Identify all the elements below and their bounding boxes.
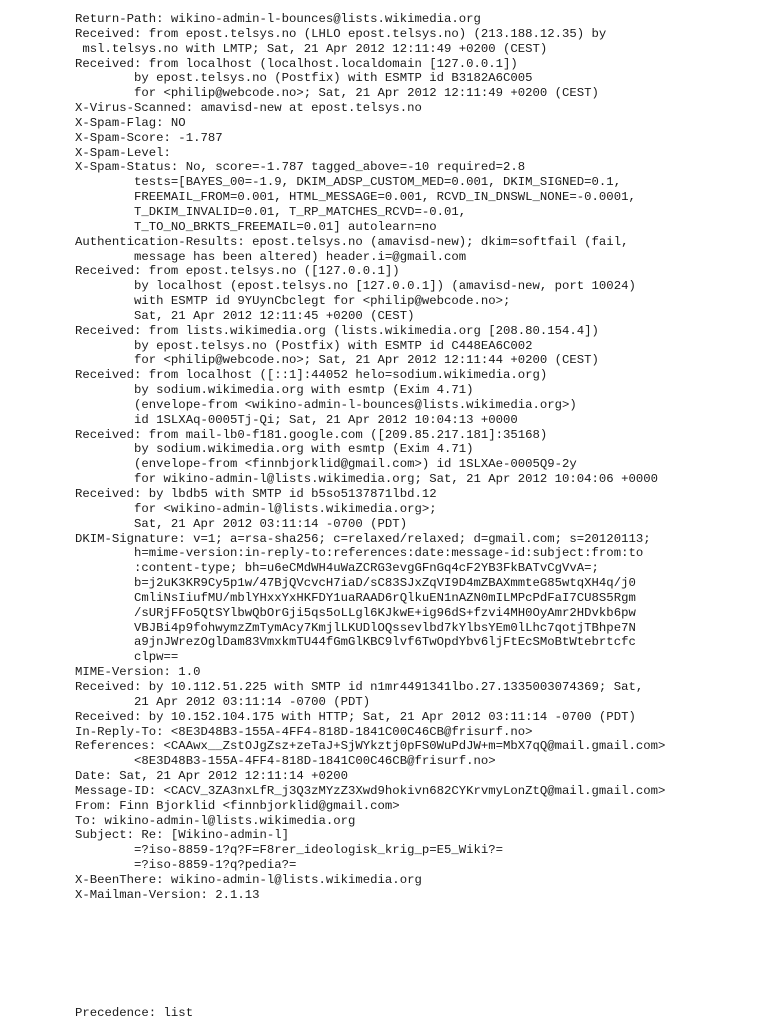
- header-line: <8E3D48B3-155A-4FF4-818D-1841C00C46CB@frisurf.no>: [75, 754, 496, 769]
- header-line: for <wikino-admin-l@lists.wikimedia.org>;: [75, 501, 437, 516]
- header-line: X-Mailman-Version: 2.1.13: [75, 887, 260, 902]
- header-line: for <philip@webcode.no>; Sat, 21 Apr 2012 12:11:49 +0200 (CEST): [75, 86, 599, 101]
- header-line: by sodium.wikimedia.org with esmtp (Exim 4.71): [75, 442, 474, 457]
- header-line: In-Reply-To: <8E3D48B3-155A-4FF4-818D-1841C00C46CB@frisurf.no>: [75, 724, 533, 739]
- header-line: 21 Apr 2012 03:11:14 -0700 (PDT): [75, 694, 371, 709]
- header-line-precedence: Precedence: list: [75, 1006, 194, 1020]
- header-line: tests=[BAYES_00=-1.9, DKIM_ADSP_CUSTOM_MED=0.001, DKIM_SIGNED=0.1,: [75, 175, 622, 190]
- header-line: Received: from mail-lb0-f181.google.com ([209.85.217.181]:35168): [75, 427, 548, 442]
- header-line: id 1SLXAq-0005Tj-Qi; Sat, 21 Apr 2012 10:04:13 +0000: [75, 412, 518, 427]
- header-line: Received: from epost.telsys.no ([127.0.0.1]): [75, 264, 400, 279]
- header-line: X-Spam-Score: -1.787: [75, 130, 223, 145]
- header-line: message has been altered) header.i=@gmail.com: [75, 249, 467, 264]
- header-line: (envelope-from <finnbjorklid@gmail.com>) id 1SLXAe-0005Q9-2y: [75, 457, 577, 472]
- header-line: From: Finn Bjorklid <finnbjorklid@gmail.com>: [75, 798, 400, 813]
- header-line: X-Spam-Status: No, score=-1.787 tagged_above=-10 required=2.8: [75, 160, 526, 175]
- header-line: by sodium.wikimedia.org with esmtp (Exim 4.71): [75, 383, 474, 398]
- header-line: X-Virus-Scanned: amavisd-new at epost.telsys.no: [75, 101, 422, 116]
- header-line: To: wikino-admin-l@lists.wikimedia.org: [75, 813, 356, 828]
- header-line: Sat, 21 Apr 2012 03:11:14 -0700 (PDT): [75, 516, 408, 531]
- header-line: =?iso-8859-1?q?pedia?=: [75, 858, 297, 873]
- header-line: for wikino-admin-l@lists.wikimedia.org; Sat, 21 Apr 2012 10:04:06 +0000: [75, 472, 658, 487]
- header-line: :content-type; bh=u6eCMdWH4uWaZCRG3evgGFnGq4cF2YB3FkBATvCgVvA=;: [75, 561, 599, 576]
- email-headers: [75, 12, 755, 903]
- header-line: with ESMTP id 9YUynCbclegt for <philip@webcode.no>;: [75, 294, 511, 309]
- header-line: by localhost (epost.telsys.no [127.0.0.1]) (amavisd-new, port 10024): [75, 279, 636, 294]
- header-line: for <philip@webcode.no>; Sat, 21 Apr 2012 12:11:44 +0200 (CEST): [75, 353, 599, 368]
- header-line: by epost.telsys.no (Postfix) with ESMTP id B3182A6C005: [75, 71, 533, 86]
- header-line: Received: by 10.112.51.225 with SMTP id n1mr4491341lbo.27.1335003074369; Sat,: [75, 679, 644, 694]
- header-line: b=j2uK3KR9Cy5p1w/47BjQVcvcH7iaD/sC83SJxZqVI9D4mZBAXmmteG85wtqXH4q/j0: [75, 576, 636, 591]
- header-line: VBJBi4p9fohwymzZmTymAcy7KmjlLKUDlOQssevlbd7kYlbsYEm0lLhc7qotjTBhpe7N: [75, 620, 636, 635]
- header-line: References: <CAAwx__ZstOJgZsz+zeTaJ+SjWYkztj0pFS0WuPdJW+m=MbX7qQ@mail.gmail.com>: [75, 739, 666, 754]
- header-line: /sURjFFo5QtSYlbwQbOrGji5qs5oLLgl6KJkwE+ig96dS+fzvi4MH0OyAmr2HDvkb6pw: [75, 605, 636, 620]
- header-line: Received: from lists.wikimedia.org (lists.wikimedia.org [208.80.154.4]): [75, 323, 599, 338]
- header-line: Message-ID: <CACV_3ZA3nxLfR_j3Q3zMYzZ3Xwd9hokivn682CYKrvmyLonZtQ@mail.gmail.com>: [75, 783, 666, 798]
- header-line: =?iso-8859-1?q?F=F8rer_ideologisk_krig_p=E5_Wiki?=: [75, 843, 504, 858]
- header-line: Sat, 21 Apr 2012 12:11:45 +0200 (CEST): [75, 308, 415, 323]
- header-line: X-Spam-Flag: NO: [75, 115, 186, 130]
- header-line: T_TO_NO_BRKTS_FREEMAIL=0.01] autolearn=no: [75, 219, 437, 234]
- header-line: h=mime-version:in-reply-to:references:date:message-id:subject:from:to: [75, 546, 644, 561]
- header-line: Received: from localhost ([::1]:44052 helo=sodium.wikimedia.org): [75, 368, 548, 383]
- header-line: Return-Path: wikino-admin-l-bounces@lists.wikimedia.org: [75, 12, 481, 26]
- header-line: clpw==: [75, 650, 179, 665]
- header-line: Date: Sat, 21 Apr 2012 12:11:14 +0200: [75, 769, 349, 784]
- header-line: X-BeenThere: wikino-admin-l@lists.wikimedia.org: [75, 872, 422, 887]
- header-line: Received: by 10.152.104.175 with HTTP; Sat, 21 Apr 2012 03:11:14 -0700 (PDT): [75, 709, 636, 724]
- header-line: msl.telsys.no with LMTP; Sat, 21 Apr 2012 12:11:49 +0200 (CEST): [75, 41, 548, 56]
- header-line: a9jnJWrezOglDam83VmxkmTU44fGmGlKBC9lvf6TwOpdYbv6ljFtEcSMoBtWtebrtcfc: [75, 635, 636, 650]
- header-line: Subject: Re: [Wikino-admin-l]: [75, 828, 290, 843]
- header-line: MIME-Version: 1.0: [75, 665, 201, 680]
- header-line: Received: by lbdb5 with SMTP id b5so5137871lbd.12: [75, 487, 437, 501]
- header-line: Authentication-Results: epost.telsys.no (amavisd-new); dkim=softfail (fail,: [75, 234, 629, 249]
- header-line: CmliNsIiufMU/mblYHxxYxHKFDY1uaRAAD6rQlkuEN1nAZN0mILMPcPdFaI7CU8S5Rgm: [75, 590, 636, 605]
- header-line: FREEMAIL_FROM=0.001, HTML_MESSAGE=0.001, RCVD_IN_DNSWL_NONE=-0.0001,: [75, 190, 636, 205]
- header-line: Received: from localhost (localhost.localdomain [127.0.0.1]): [75, 56, 518, 71]
- header-line: DKIM-Signature: v=1; a=rsa-sha256; c=relaxed/relaxed; d=gmail.com; s=20120113;: [75, 531, 651, 546]
- header-line: T_DKIM_INVALID=0.01, T_RP_MATCHES_RCVD=-0.01,: [75, 204, 467, 219]
- header-line: by epost.telsys.no (Postfix) with ESMTP id C448EA6C002: [75, 338, 533, 353]
- header-line: Received: from epost.telsys.no (LHLO epost.telsys.no) (213.188.12.35) by: [75, 26, 607, 41]
- header-line: (envelope-from <wikino-admin-l-bounces@lists.wikimedia.org>): [75, 397, 577, 412]
- header-line: X-Spam-Level:: [75, 145, 171, 160]
